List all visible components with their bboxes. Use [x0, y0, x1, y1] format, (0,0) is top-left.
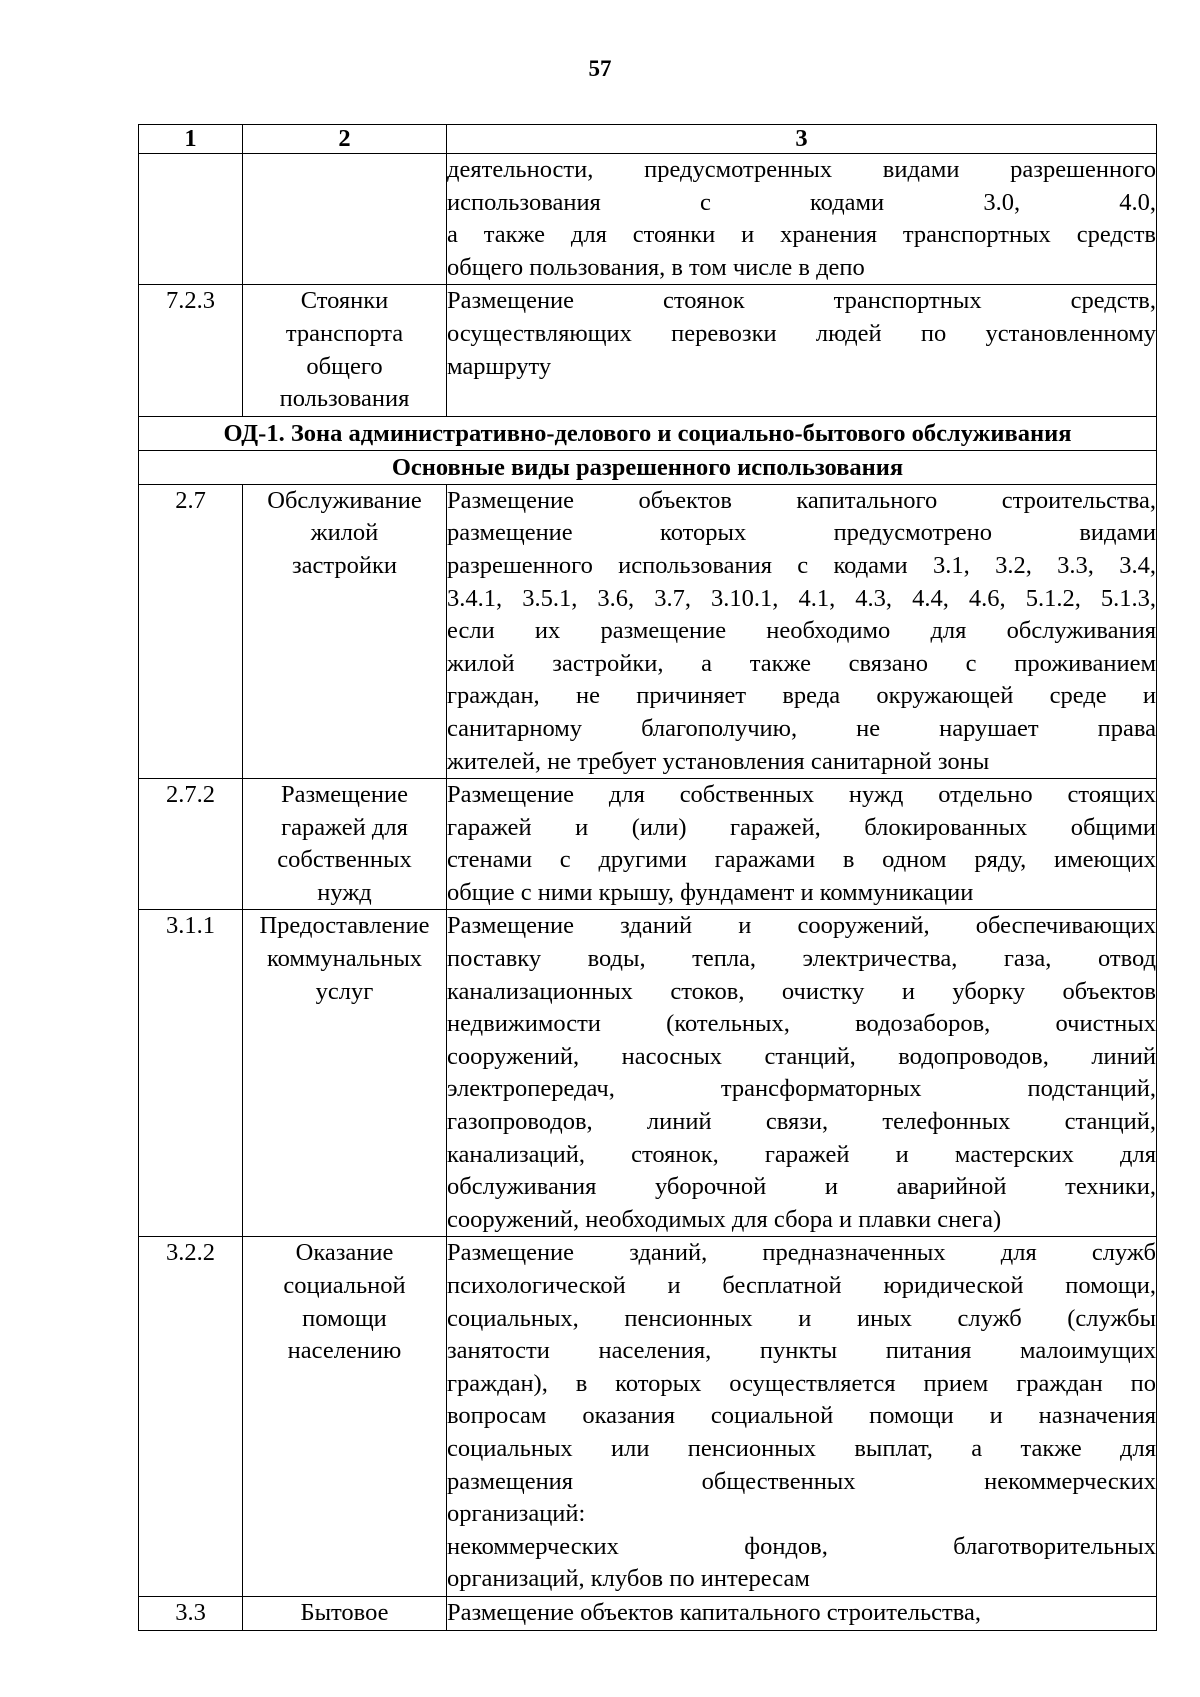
name-cell [243, 154, 447, 285]
description-line: электропередач, трансформаторных подстанций, [447, 1075, 1156, 1103]
name-line: общего [306, 352, 383, 380]
description-line: размещение которых предусмотрено видами [447, 519, 1156, 547]
description-line: обслуживания уборочной и аварийной техники, [447, 1173, 1156, 1201]
description-line: если их размещение необходимо для обслуживания [447, 617, 1156, 645]
description-line: Размещение зданий, предназначенных для служб [447, 1239, 1156, 1267]
table-row [139, 154, 1157, 285]
description-line: общие с ними крышу, фундамент и коммуникации [447, 878, 974, 906]
table-row [139, 1237, 1157, 1597]
code-cell: 3.1.1 [139, 910, 243, 1237]
description-line: разрешенного использования с кодами 3.1, 3.2, 3.3, 3.4, [447, 551, 1156, 579]
description-line: занятости населения, пункты питания малоимущих [447, 1337, 1156, 1365]
description-line: Размещение объектов капитального строительства, [447, 1598, 981, 1626]
table-row [139, 484, 1157, 778]
description-cell [447, 1596, 1157, 1630]
description-line: организаций, клубов по интересам [447, 1565, 810, 1593]
name-line: пользования [279, 385, 410, 413]
description-cell [447, 1237, 1157, 1597]
zone-title: ОД-1. Зона административно-делового и социально-бытового обслуживания [139, 416, 1157, 450]
description-cell [447, 285, 1157, 416]
description-line: организаций: [447, 1500, 586, 1528]
description-line: социальных, пенсионных и иных служб (службы [447, 1304, 1156, 1332]
code-cell: 3.3 [139, 1596, 243, 1630]
description-line: жилой застройки, а также связано с проживанием [447, 649, 1156, 677]
description-line: недвижимости (котельных, водозаборов, очистных [447, 1010, 1156, 1038]
table-row [139, 910, 1157, 1237]
description-line: осуществляющих перевозки людей по установленному [447, 319, 1156, 347]
name-line: коммунальных [266, 945, 423, 973]
description-line: размещения общественных некоммерческих [447, 1467, 1156, 1495]
description-line: маршруту [447, 352, 552, 380]
description-line: Размещение стоянок транспортных средств, [447, 287, 1156, 315]
description-line: общего пользования, в том числе в депо [447, 253, 865, 281]
table-row [139, 285, 1157, 416]
description-cell [447, 484, 1157, 778]
description-line: некоммерческих фондов, благотворительных [447, 1532, 1156, 1560]
name-line: Оказание [295, 1239, 394, 1267]
name-line: Обслуживание [267, 486, 422, 514]
name-cell [243, 1596, 447, 1630]
code-cell: 3.2.2 [139, 1237, 243, 1597]
name-line: Стоянки [300, 287, 389, 315]
description-line: граждан), в которых осуществляется прием граждан по [447, 1369, 1156, 1397]
name-line: собственных [277, 846, 412, 874]
name-line: Предоставление [259, 912, 430, 940]
name-line: Бытовое [300, 1598, 389, 1626]
name-cell [243, 285, 447, 416]
name-cell [243, 910, 447, 1237]
description-line: а также для стоянки и хранения транспортных средств [447, 221, 1156, 249]
name-cell [243, 484, 447, 778]
description-line: Размещение зданий и сооружений, обеспечивающих [447, 912, 1156, 940]
name-line: транспорта [285, 319, 404, 347]
header-col-1: 1 [139, 125, 243, 154]
description-line: канализаций, стоянок, гаражей и мастерских для [447, 1140, 1156, 1168]
name-line: гаражей для [281, 813, 408, 841]
name-line: жилой [310, 519, 379, 547]
description-line: деятельности, предусмотренных видами разрешенного [447, 156, 1156, 183]
description-line: сооружений, насосных станций, водопроводов, линий [447, 1042, 1156, 1070]
header-col-2: 2 [243, 125, 447, 154]
table-header-row [139, 125, 1157, 154]
description-line: канализационных стоков, очистку и уборку объектов [447, 977, 1156, 1005]
description-line: Размещение объектов капитального строительства, [447, 486, 1156, 514]
code-cell: 2.7 [139, 484, 243, 778]
name-line: помощи [302, 1304, 387, 1332]
description-line: гаражей и (или) гаражей, блокированных общими [447, 813, 1156, 841]
code-cell: 2.7.2 [139, 779, 243, 910]
name-line: Размещение [280, 781, 409, 809]
name-line: населению [287, 1337, 402, 1365]
code-cell: 7.2.3 [139, 285, 243, 416]
name-line: застройки [291, 551, 398, 579]
description-line: социальных или пенсионных выплат, а также для [447, 1434, 1156, 1462]
description-line: использования с кодами 3.0, 4.0, [447, 188, 1156, 216]
description-line: жителей, не требует установления санитарной зоны [447, 747, 990, 775]
description-line: санитарному благополучию, не нарушает права [447, 714, 1156, 742]
description-line: психологической и бесплатной юридической помощи, [447, 1272, 1156, 1299]
name-cell [243, 779, 447, 910]
name-line: социальной [283, 1272, 406, 1299]
section-title: Основные виды разрешенного использования [139, 450, 1157, 484]
description-line: сооружений, необходимых для сбора и плавки снега) [447, 1205, 1002, 1233]
description-line: 3.4.1, 3.5.1, 3.6, 3.7, 3.10.1, 4.1, 4.3, 4.4, 4.6, 5.1.2, 5.1.3, [447, 584, 1156, 612]
table-row [139, 779, 1157, 910]
description-cell [447, 910, 1157, 1237]
description-line: стенами с другими гаражами в одном ряду, имеющих [447, 846, 1156, 874]
description-line: вопросам оказания социальной помощи и назначения [447, 1402, 1156, 1430]
description-line: поставку воды, тепла, электричества, газа, отвод [447, 945, 1156, 973]
description-cell [447, 154, 1157, 285]
section-title-row [139, 450, 1157, 484]
land-use-table [138, 124, 1157, 1631]
name-line: услуг [315, 977, 374, 1005]
page-number: 57 [588, 56, 612, 81]
name-line: нужд [317, 878, 372, 906]
table-row-partial [139, 1596, 1157, 1630]
description-line: газопроводов, линий связи, телефонных станций, [447, 1108, 1156, 1136]
code-cell [139, 154, 243, 285]
name-cell [243, 1237, 447, 1597]
description-line: Размещение для собственных нужд отдельно стоящих [447, 781, 1156, 809]
zone-title-row [139, 416, 1157, 450]
description-cell [447, 779, 1157, 910]
description-line: граждан, не причиняет вреда окружающей среде и [447, 682, 1156, 710]
header-col-3: 3 [447, 125, 1157, 154]
